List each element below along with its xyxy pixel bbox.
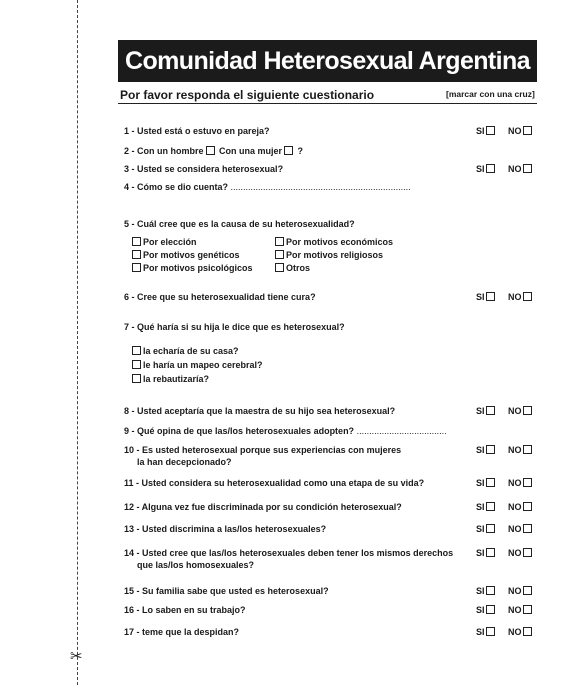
q13-yes[interactable] xyxy=(476,523,495,535)
checkbox[interactable] xyxy=(132,263,141,272)
divider xyxy=(118,103,537,104)
q11-yes[interactable] xyxy=(476,477,495,489)
no-label: NO xyxy=(508,126,522,136)
option-label: le haría un mapeo cerebral? xyxy=(143,360,263,370)
checkbox[interactable] xyxy=(523,586,532,595)
checkbox[interactable] xyxy=(486,445,495,454)
checkbox[interactable] xyxy=(523,524,532,533)
q12-yes[interactable] xyxy=(476,501,495,513)
question-11: 11 - Usted considera su heterosexualidad como una etapa de su vida? xyxy=(124,478,425,488)
no-label: NO xyxy=(508,292,522,302)
q2-label-b: Con una mujer xyxy=(219,146,283,156)
q7-option[interactable] xyxy=(132,345,239,357)
yes-label: SI xyxy=(476,292,485,302)
checkbox[interactable] xyxy=(486,478,495,487)
checkbox[interactable] xyxy=(486,548,495,557)
no-label: NO xyxy=(508,605,522,615)
q6-no[interactable] xyxy=(508,291,532,303)
checkbox[interactable] xyxy=(486,627,495,636)
checkbox[interactable] xyxy=(275,250,284,259)
yes-label: SI xyxy=(476,548,485,558)
option-label: la echaría de su casa? xyxy=(143,346,239,356)
checkbox[interactable] xyxy=(523,445,532,454)
checkbox[interactable] xyxy=(486,406,495,415)
scissors-icon: ✂ xyxy=(70,647,83,665)
checkbox[interactable] xyxy=(523,292,532,301)
question-1: 1 - Usted está o estuvo en pareja? xyxy=(124,126,270,136)
no-label: NO xyxy=(508,478,522,488)
q5-option[interactable] xyxy=(132,236,197,248)
q16-no[interactable] xyxy=(508,604,532,616)
q14-line-2: que las/los homosexuales? xyxy=(137,560,255,570)
question-5: 5 - Cuál cree que es la causa de su heterosexualidad? xyxy=(124,219,355,229)
question-9 xyxy=(124,425,447,437)
yes-label: SI xyxy=(476,605,485,615)
option-label: Por motivos psicológicos xyxy=(143,263,253,273)
checkbox[interactable] xyxy=(132,237,141,246)
checkbox[interactable] xyxy=(523,548,532,557)
instruction-note: [marcar con una cruz] xyxy=(446,89,535,99)
q14-no[interactable] xyxy=(508,547,532,559)
option-label: Por motivos económicos xyxy=(286,237,394,247)
page-subtitle: Por favor responda el siguiente cuestionario xyxy=(120,88,375,102)
q3-no[interactable] xyxy=(508,163,532,175)
question-12: 12 - Alguna vez fue discriminada por su condición heterosexual? xyxy=(124,502,402,512)
q10-yes[interactable] xyxy=(476,444,495,456)
yes-label: SI xyxy=(476,126,485,136)
checkbox[interactable] xyxy=(523,406,532,415)
q5-option[interactable] xyxy=(275,249,383,261)
q17-yes[interactable] xyxy=(476,626,495,638)
q9-answer-line[interactable]: .................................... xyxy=(356,426,447,436)
q6-yes[interactable] xyxy=(476,291,495,303)
q16-yes[interactable] xyxy=(476,604,495,616)
yes-label: SI xyxy=(476,164,485,174)
checkbox[interactable] xyxy=(523,502,532,511)
question-17: 17 - teme que la despidan? xyxy=(124,627,240,637)
question-15: 15 - Su familia sabe que usted es heterosexual? xyxy=(124,586,329,596)
q2-label-c: ? xyxy=(297,146,304,156)
q10-no[interactable] xyxy=(508,444,532,456)
yes-label: SI xyxy=(476,478,485,488)
checkbox[interactable] xyxy=(486,524,495,533)
checkbox[interactable] xyxy=(486,605,495,614)
q2-label-a: 2 - Con un hombre xyxy=(124,146,204,156)
yes-label: SI xyxy=(476,586,485,596)
q14-line-1: 14 - Usted cree que las/los heterosexuales deben tener los mismos derechos xyxy=(124,548,454,558)
no-label: NO xyxy=(508,586,522,596)
q7-option[interactable] xyxy=(132,359,263,371)
checkbox[interactable] xyxy=(275,263,284,272)
option-label: la rebautizaría? xyxy=(143,374,210,384)
option-label: Por motivos religiosos xyxy=(286,250,384,260)
yes-label: SI xyxy=(476,406,485,416)
checkbox[interactable] xyxy=(523,627,532,636)
checkbox[interactable] xyxy=(486,292,495,301)
question-14 xyxy=(124,547,453,571)
q11-no[interactable] xyxy=(508,477,532,489)
yes-label: SI xyxy=(476,502,485,512)
q5-option[interactable] xyxy=(275,262,310,274)
question-7: 7 - Qué haría si su hija le dice que es heterosexual? xyxy=(124,322,345,332)
checkbox[interactable] xyxy=(486,164,495,173)
checkbox[interactable] xyxy=(132,360,141,369)
q17-no[interactable] xyxy=(508,626,532,638)
yes-label: SI xyxy=(476,445,485,455)
option-label: Por elección xyxy=(143,237,197,247)
q4-label: 4 - Cómo se dio cuenta? xyxy=(124,182,229,192)
q5-option[interactable] xyxy=(132,249,240,261)
checkbox[interactable] xyxy=(132,346,141,355)
option-label: Otros xyxy=(286,263,311,273)
q15-yes[interactable] xyxy=(476,585,495,597)
q1-yes[interactable] xyxy=(476,125,495,137)
q4-answer-line[interactable]: ........................................................................ xyxy=(230,182,411,192)
no-label: NO xyxy=(508,164,522,174)
checkbox[interactable] xyxy=(275,237,284,246)
yes-label: SI xyxy=(476,627,485,637)
q5-option[interactable] xyxy=(132,262,253,274)
cut-line xyxy=(77,0,78,685)
q12-no[interactable] xyxy=(508,501,532,513)
question-10 xyxy=(124,444,401,468)
checkbox-woman[interactable] xyxy=(284,146,293,155)
q10-line-2: la han decepcionado? xyxy=(137,457,232,467)
checkbox[interactable] xyxy=(486,586,495,595)
q9-label: 9 - Qué opina de que las/los heterosexuales adopten? xyxy=(124,426,355,436)
q7-option[interactable] xyxy=(132,373,209,385)
question-16: 16 - Lo saben en su trabajo? xyxy=(124,605,246,615)
question-3: 3 - Usted se considera heterosexual? xyxy=(124,164,284,174)
q1-no[interactable] xyxy=(508,125,532,137)
q10-line-1: 10 - Es usted heterosexual porque sus experiencias con mujeres xyxy=(124,445,402,455)
q5-option[interactable] xyxy=(275,236,393,248)
no-label: NO xyxy=(508,524,522,534)
page-title: Comunidad Heterosexual Argentina xyxy=(118,40,537,82)
checkbox[interactable] xyxy=(486,502,495,511)
option-label: Por motivos genéticos xyxy=(143,250,240,260)
no-label: NO xyxy=(508,406,522,416)
checkbox[interactable] xyxy=(523,164,532,173)
checkbox[interactable] xyxy=(132,250,141,259)
no-label: NO xyxy=(508,502,522,512)
no-label: NO xyxy=(508,627,522,637)
q8-yes[interactable] xyxy=(476,405,495,417)
yes-label: SI xyxy=(476,524,485,534)
question-2 xyxy=(124,145,303,157)
q15-no[interactable] xyxy=(508,585,532,597)
no-label: NO xyxy=(508,548,522,558)
checkbox[interactable] xyxy=(132,374,141,383)
q14-yes[interactable] xyxy=(476,547,495,559)
q8-no[interactable] xyxy=(508,405,532,417)
question-8: 8 - Usted aceptaría que la maestra de su hijo sea heterosexual? xyxy=(124,406,396,416)
checkbox[interactable] xyxy=(523,126,532,135)
checkbox[interactable] xyxy=(523,478,532,487)
question-6: 6 - Cree que su heterosexualidad tiene cura? xyxy=(124,292,316,302)
checkbox-man[interactable] xyxy=(206,146,215,155)
question-4 xyxy=(124,181,411,193)
no-label: NO xyxy=(508,445,522,455)
q13-no[interactable] xyxy=(508,523,532,535)
checkbox[interactable] xyxy=(486,126,495,135)
q3-yes[interactable] xyxy=(476,163,495,175)
checkbox[interactable] xyxy=(523,605,532,614)
question-13: 13 - Usted discrimina a las/los heterosexuales? xyxy=(124,524,327,534)
